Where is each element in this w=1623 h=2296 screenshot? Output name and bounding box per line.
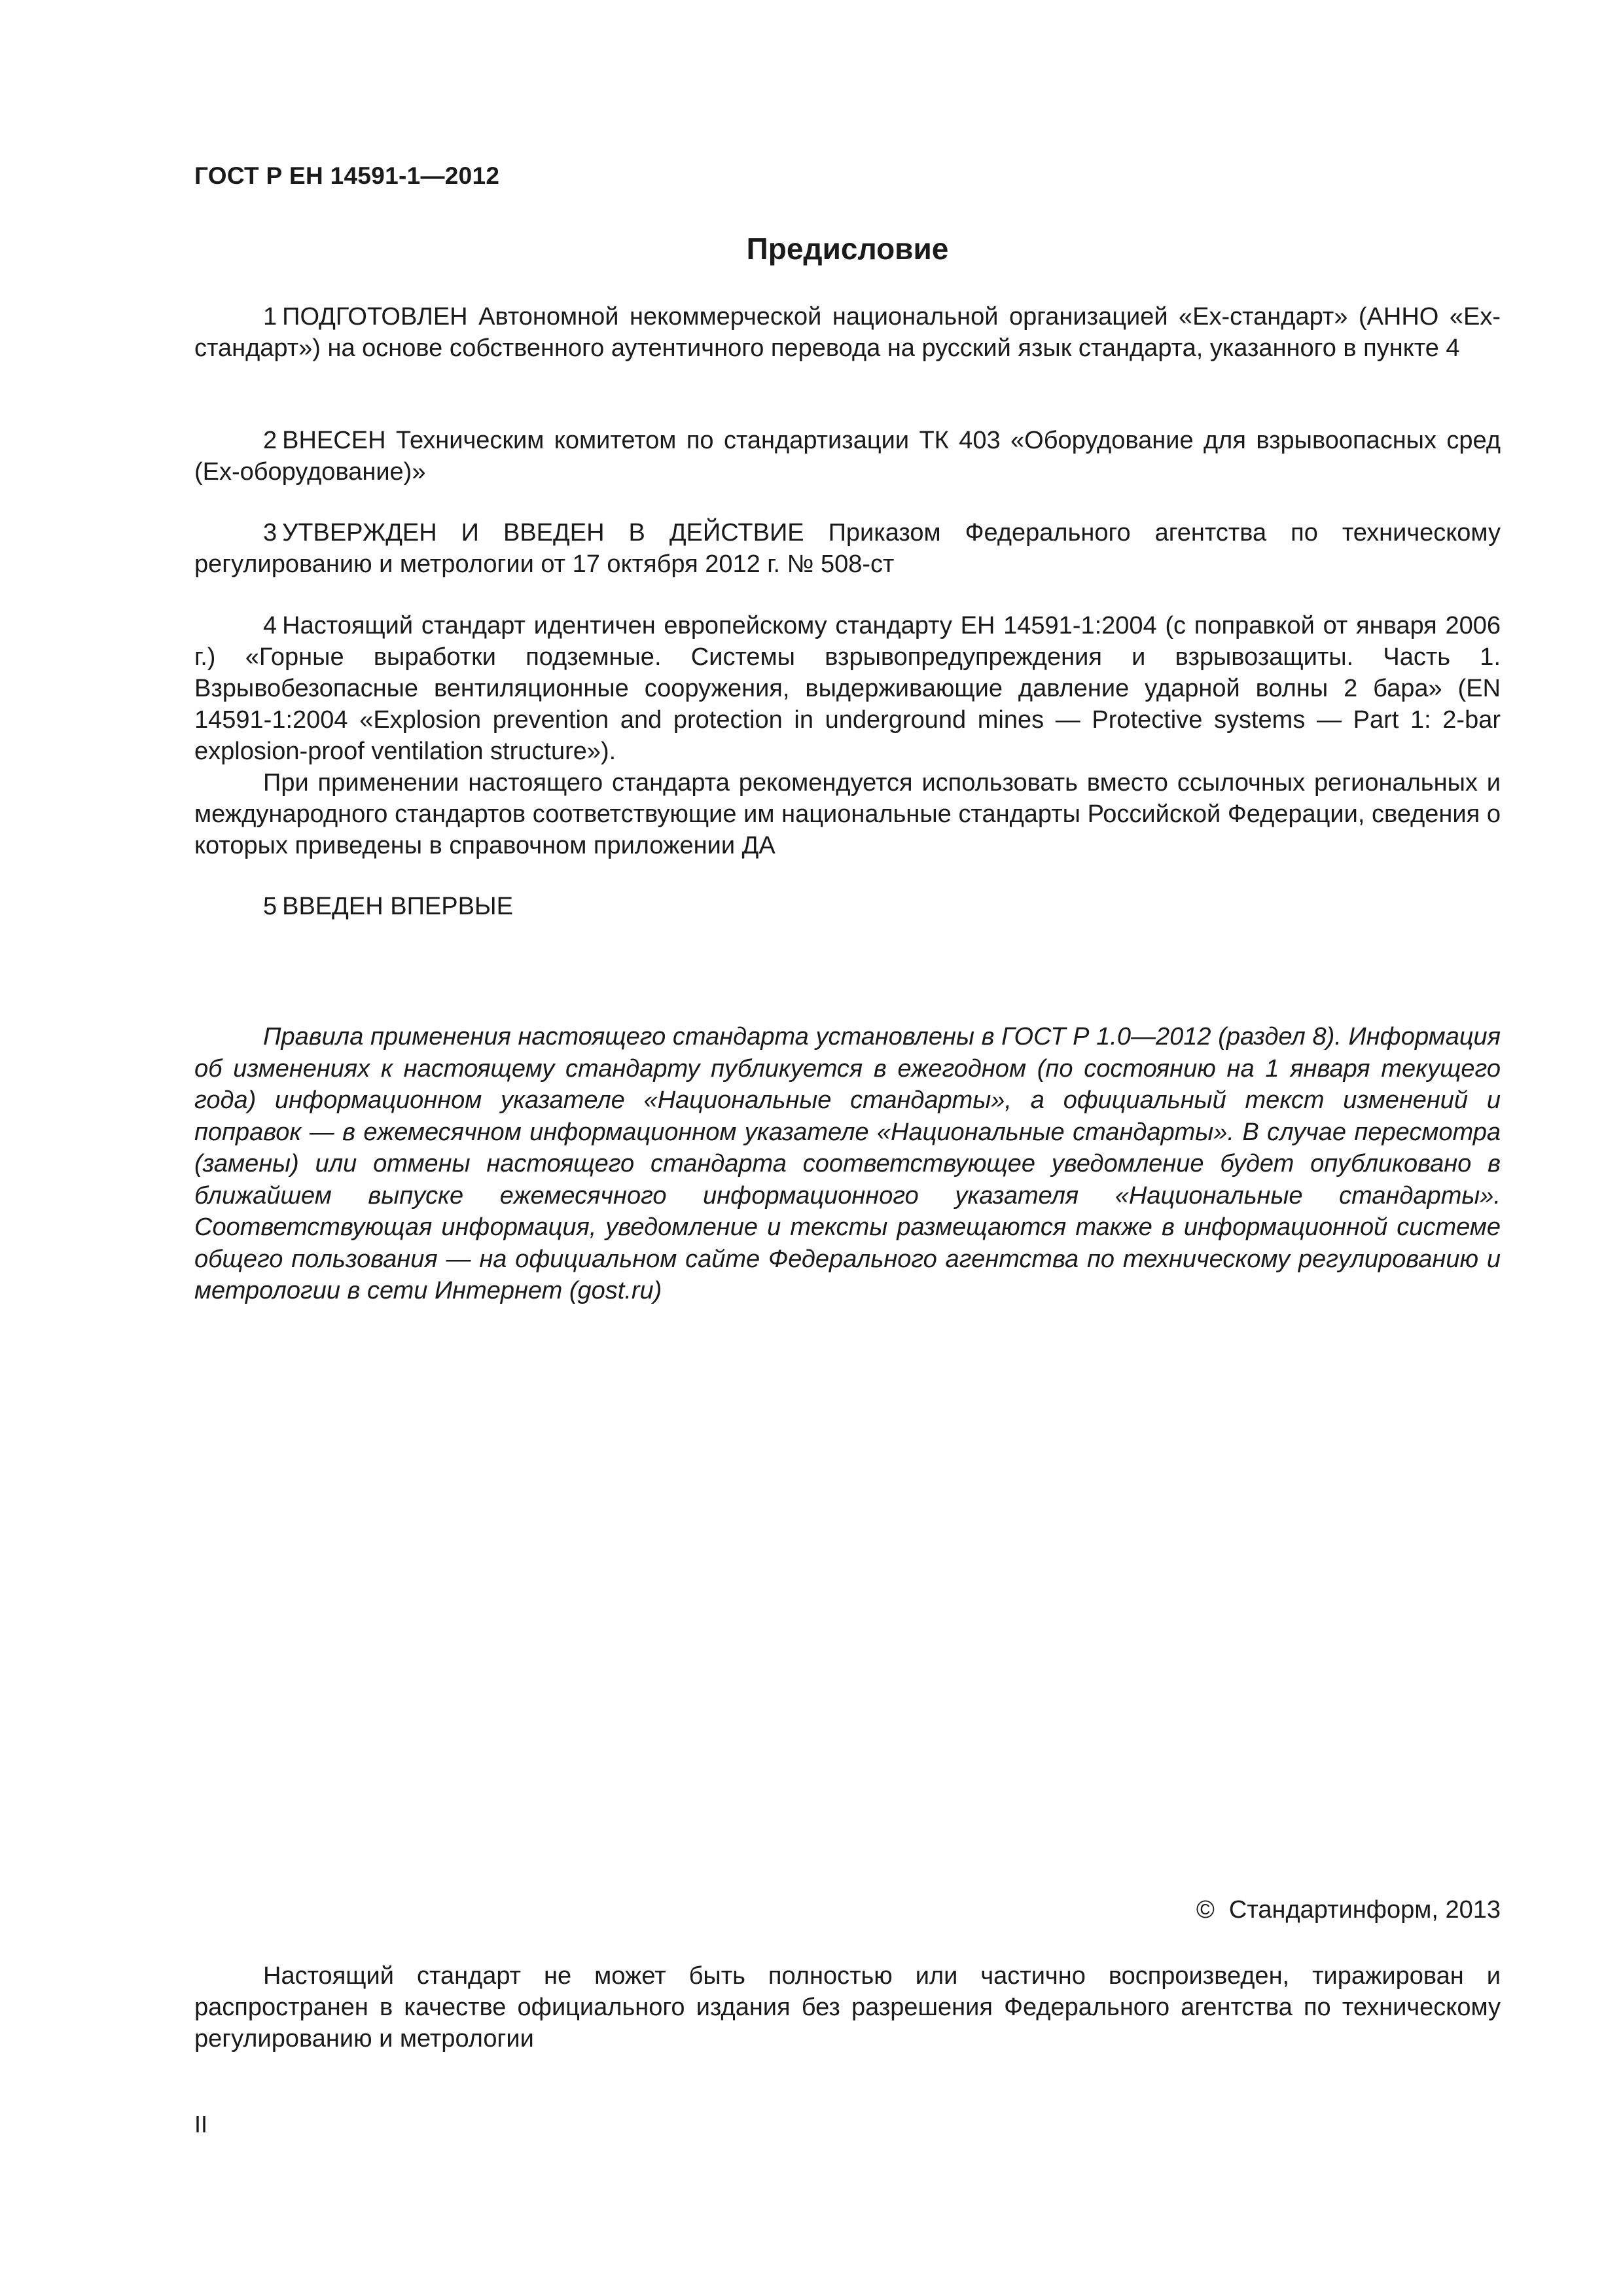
copyright-line [1196, 1896, 1501, 1924]
item-number: 1 [263, 303, 277, 331]
item-4-extra-paragraph: При применении настоящего стандарта рекомендуется использовать вместо ссылочных региональных и международного стандартов соответствующие им национальные стандарты Российской Федерации, сведения о которых приведены в справочном приложении ДА [194, 769, 1501, 859]
item-number: 3 [263, 519, 277, 547]
copyright-holder: Стандартинформ, 2013 [1228, 1896, 1501, 1924]
preface-item-3 [194, 517, 1501, 580]
item-text: ВВЕДЕН ВПЕРВЫЕ [282, 893, 513, 920]
preface-item-1 [194, 301, 1501, 364]
page-number: II [194, 2111, 208, 2138]
page-title: Предисловие [746, 232, 949, 266]
item-text: ПОДГОТОВЛЕН Автономной некоммерческой национальной организацией «Ех-стандарт» (АННО «Ех-стандарт») на основе собственного аутентичного перевода на русский язык стандарта, указанного в пункте 4 [194, 303, 1501, 362]
application-rules-note: Правила применения настоящего стандарта установлены в ГОСТ Р 1.0—2012 (раздел 8). Информация об изменениях к настоящему стандарту публикуется в ежегодном (по состоянию на 1 января текущего года) информационном указателе «Национальные стандарты», а официальный текст изменений и поправок — в ежемесячном информационном указателе «Национальные стандарты». В случае пересмотра (замены) или отмены настоящего стандарта соответствующее уведомление будет опубликовано в ближайшем выпуске ежемесячного информационного указателя «Национальные стандарты». Соответствующая информация, уведомление и тексты размещаются также в информационной системе общего пользования — на официальном сайте Федерального агентства по техническому регулированию и метрологии в сети Интернет (gost.ru) [194, 1023, 1501, 1304]
item-text: ВНЕСЕН Техническим комитетом по стандартизации ТК 403 «Оборудование для взрывоопасных сред (Ех-оборудование)» [194, 427, 1501, 486]
reproduction-notice: Настоящий стандарт не может быть полностью или частично воспроизведен, тиражирован и распространен в качестве официального издания без разрешения Федерального агентства по техническому регулированию и метрологии [194, 1962, 1501, 2053]
preface-item-5 [194, 891, 1501, 922]
item-number: 4 [263, 612, 277, 639]
copyright-sign: © [1196, 1896, 1215, 1924]
item-text: Настоящий стандарт идентичен европейскому стандарту ЕН 14591-1:2004 (с поправкой от января 2006 г.) «Горные выработки подземные. Системы взрывопредупреждения и взрывозащиты. Часть 1. Взрывобезопасные вентиляционные сооружения, выдерживающие давление ударной волны 2 бара» (EN 14591-1:2004 «Explosion prevention and protection in underground mines — Protective systems — Part 1: 2-bar explosion-proof ventilation structure»). [194, 612, 1501, 765]
item-text: УТВЕРЖДЕН И ВВЕДЕН В ДЕЙСТВИЕ Приказом Федерального агентства по техническому регулированию и метрологии от 17 октября 2012 г. № 508-ст [194, 519, 1501, 578]
preface-item-2 [194, 425, 1501, 488]
item-number: 5 [263, 893, 277, 920]
document-code: ГОСТ Р ЕН 14591-1—2012 [194, 162, 500, 189]
preface-item-4 [194, 610, 1501, 861]
item-number: 2 [263, 427, 277, 454]
